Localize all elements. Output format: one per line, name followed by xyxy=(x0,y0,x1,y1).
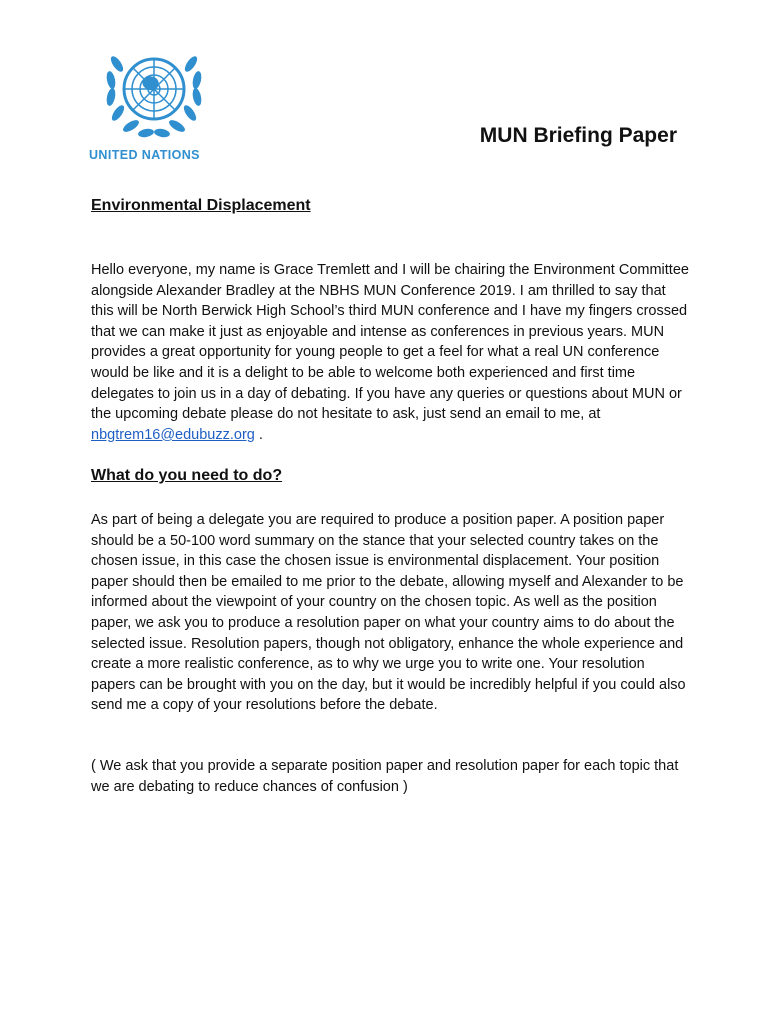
un-emblem-icon xyxy=(99,44,209,144)
section-heading-environmental-displacement: Environmental Displacement xyxy=(91,197,311,214)
section-heading-what-to-do: What do you need to do? xyxy=(91,467,283,484)
instructions-paragraph: As part of being a delegate you are required to produce a position paper. A position paper should be a 50-100 word summary on the stance that your selected country takes on the chosen issue, in this case the chosen issue is environmental displacement. Your position paper should then be emailed to me prior to the debate, allowing myself and Alexander to be informed about the viewpoint of your country on the chosen topic. As well as the position paper, we ask you to produce a resolution paper on what your country aims to do about the selected issue. Resolution papers, though not obligatory, enhance the whole experience and create a more realistic conference, as to why we urge you to write one. Your resolution papers can be brought with you on the day, but it would be incredibly helpful if you could also send me a copy of your resolutions before the debate. xyxy=(91,512,686,714)
document-title: MUN Briefing Paper xyxy=(479,124,677,147)
logo-text: UNITED NATIONS xyxy=(89,148,200,162)
un-logo xyxy=(89,44,219,162)
email-link[interactable]: nbgtrem16@edubuzz.org xyxy=(91,426,255,443)
intro-text-end: . xyxy=(254,426,263,443)
intro-paragraph xyxy=(91,260,691,445)
note-paragraph: ( We ask that you provide a separate position paper and resolution paper for each topic that we are debating to reduce chances of confusion ) xyxy=(91,758,679,795)
intro-text: Hello everyone, my name is Grace Tremlett and I will be chairing the Environment Committee alongside Alexander Bradley at the NBHS MUN Conference 2019. I am thrilled to say that this will be North Berwick High School’s third MUN conference and I have my fingers crossed that we can make it just as enjoyable and intense as conferences in previous years. MUN provides a great opportunity for young people to get a feel for what a real UN conference would be like and it is a delight to be able to welcome both experienced and first time delegates to join us in a day of debating. If you have any queries or questions about MUN or the upcoming debate please do not hesitate to ask, just send an email to me, at xyxy=(91,262,689,423)
